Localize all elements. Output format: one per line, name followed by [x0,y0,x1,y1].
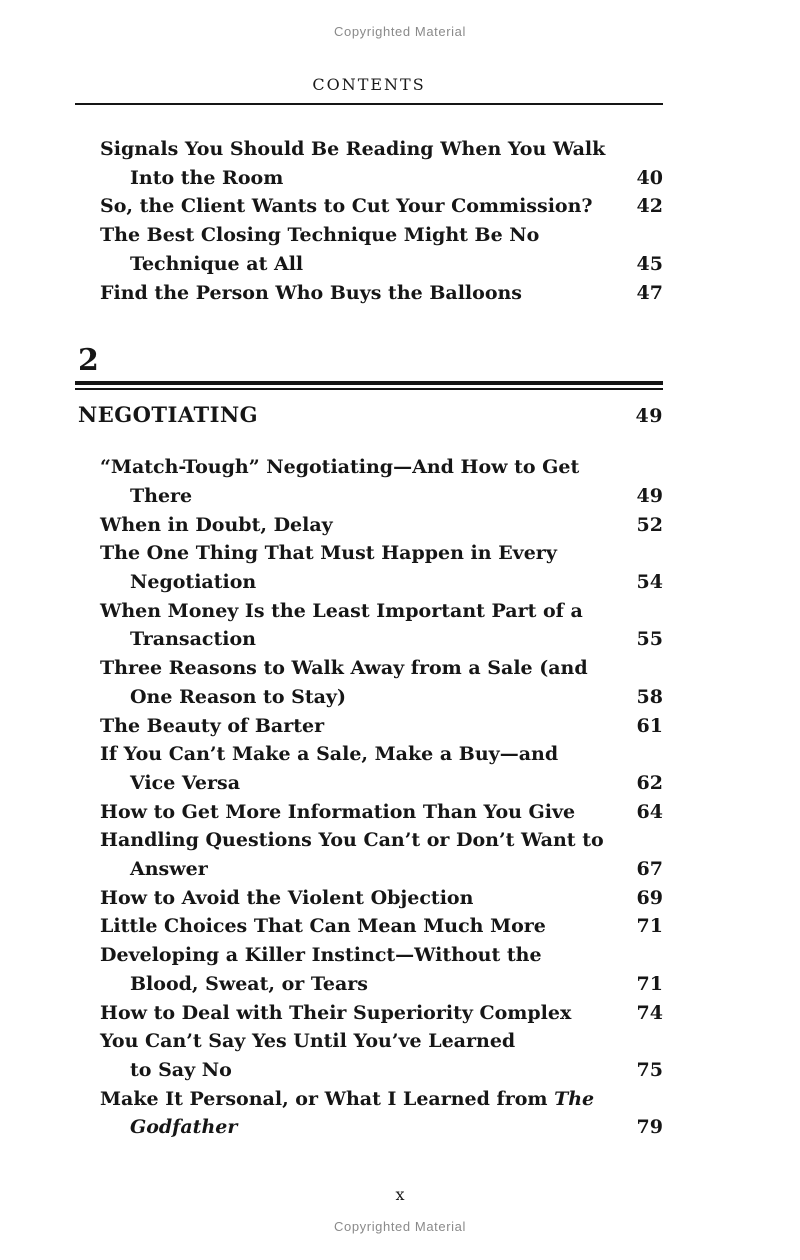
toc-entry-line [100,712,663,741]
toc-entry-page-number: 42 [636,195,663,218]
toc-entry-page-number: 75 [636,1058,663,1081]
toc-entry-line [100,279,663,308]
toc-entry [100,941,663,998]
toc-entry [100,999,663,1028]
toc-entry-line [100,192,663,221]
toc-entry [100,740,663,797]
toc-entry-line [100,511,663,540]
toc-entry-title: Answer [130,858,208,881]
toc-entry-title: How to Deal with Their Superiority Complex [100,1001,572,1024]
chapter-title-row [75,402,663,427]
toc-entry [100,884,663,913]
toc-entry-title: The One Thing That Must Happen in Every [100,542,557,565]
toc-entry [100,279,663,308]
toc-entry-title: Developing a Killer Instinct—Without the [100,944,542,967]
toc-entry-page-number: 58 [636,685,663,708]
toc-entry-page-number: 67 [636,858,663,881]
toc-entry-title: One Reason to Stay) [130,685,346,708]
toc-entry-title: Make It Personal, or What I Learned from The [100,1087,595,1110]
toc-entry-page-number: 74 [636,1001,663,1024]
toc-entry-title: So, the Client Wants to Cut Your Commission? [100,195,593,218]
toc-entry-page-number: 79 [636,1116,663,1139]
toc-entry-title: Transaction [130,628,256,651]
toc-entry-title: How to Avoid the Violent Objection [100,886,474,909]
toc-entry-title: When in Doubt, Delay [100,513,333,536]
toc-entry-page-number: 71 [636,972,663,995]
toc-entry-line [100,221,663,250]
chapter-title: NEGOTIATING [78,402,259,428]
toc-entry [100,511,663,540]
toc-entry-line [100,941,663,970]
chapter-double-rule [75,381,663,390]
folio-page-number: x [395,1185,405,1204]
header-rule [75,103,663,105]
toc-entry-page-number: 61 [636,714,663,737]
toc-entry [100,453,663,510]
toc-entry-line [100,250,663,279]
toc-section-chapter-1 [100,135,663,307]
toc-section-chapter-2 [100,453,663,1142]
toc-entry-line [100,1085,663,1114]
toc-entry-page-number: 47 [636,281,663,304]
toc-entry-line [100,654,663,683]
toc-entry [100,597,663,654]
toc-entry-title: Three Reasons to Walk Away from a Sale (and [100,657,588,680]
toc-entry-line [100,539,663,568]
toc-entry-title: Negotiation [130,571,257,594]
toc-entry-title: Find the Person Who Buys the Balloons [100,281,523,304]
toc-entry-line [100,568,663,597]
toc-entry-line [100,597,663,626]
toc-entry-line [100,683,663,712]
toc-entry-page-number: 55 [636,628,663,651]
toc-entry-page-number: 62 [636,771,663,794]
toc-entry-title: Blood, Sweat, or Tears [130,972,368,995]
page-title: CONTENTS [312,75,426,94]
toc-entry [100,135,663,192]
toc-entry-page-number: 49 [636,484,663,507]
toc-entry-line [100,740,663,769]
toc-entry-line [100,769,663,798]
toc-entry [100,912,663,941]
toc-entry-line [100,135,663,164]
toc-entry-title: If You Can’t Make a Sale, Make a Buy—and [100,743,559,766]
toc-entry [100,1085,663,1142]
toc-entry-line [100,1027,663,1056]
toc-entry [100,798,663,827]
toc-entry-line [100,999,663,1028]
toc-entry-page-number: 54 [636,571,663,594]
toc-entry [100,826,663,883]
toc-entry-title: Godfather [130,1116,238,1139]
toc-entry-page-number: 69 [636,886,663,909]
toc-entry-title: Technique at All [130,252,304,275]
toc-entry-line [100,855,663,884]
toc-entry-title: The Best Closing Technique Might Be No [100,224,540,247]
toc-entry-line [100,164,663,193]
toc-entry-title: Little Choices That Can Mean Much More [100,915,546,938]
chapter-number: 2 [78,343,99,379]
toc-entry [100,192,663,221]
toc-entry-title: Handling Questions You Can’t or Don’t Want to [100,829,604,852]
toc-entry-line [100,970,663,999]
toc-entry-line [100,625,663,654]
copyright-notice-top: Copyrighted Material [334,24,466,39]
toc-entry-title: When Money Is the Least Important Part of a [100,599,583,622]
toc-entry [100,712,663,741]
toc-entry-title: There [130,484,193,507]
chapter-page-number: 49 [635,405,663,428]
toc-entry-line [100,453,663,482]
toc-entry [100,221,663,278]
toc-entry [100,1027,663,1084]
toc-entry-title: “Match-Tough” Negotiating—And How to Get [100,456,580,479]
toc-entry [100,539,663,596]
toc-entry-line [100,826,663,855]
toc-entry-line [100,798,663,827]
copyright-notice-bottom: Copyrighted Material [334,1219,466,1234]
toc-entry-title: Vice Versa [130,771,241,794]
toc-entry-line [100,1113,663,1142]
toc-entry-line [100,1056,663,1085]
toc-entry-title: to Say No [130,1058,232,1081]
toc-entry-page-number: 40 [636,166,663,189]
toc-entry-line [100,912,663,941]
toc-entry-page-number: 45 [636,252,663,275]
toc-entry-title: The Beauty of Barter [100,714,325,737]
toc-entry-page-number: 71 [636,915,663,938]
chapter-heading [75,345,663,427]
toc-entry-title: Signals You Should Be Reading When You Walk [100,138,606,160]
toc-entry-page-number: 52 [636,513,663,536]
toc-entry-title: How to Get More Information Than You Give [100,800,576,823]
toc-entry [100,654,663,711]
toc-entry-page-number: 64 [636,800,663,823]
toc-entry-line [100,482,663,511]
toc-entry-line [100,884,663,913]
toc-entry-title: Into the Room [130,166,284,189]
toc-entry-title: You Can’t Say Yes Until You’ve Learned [100,1030,516,1053]
